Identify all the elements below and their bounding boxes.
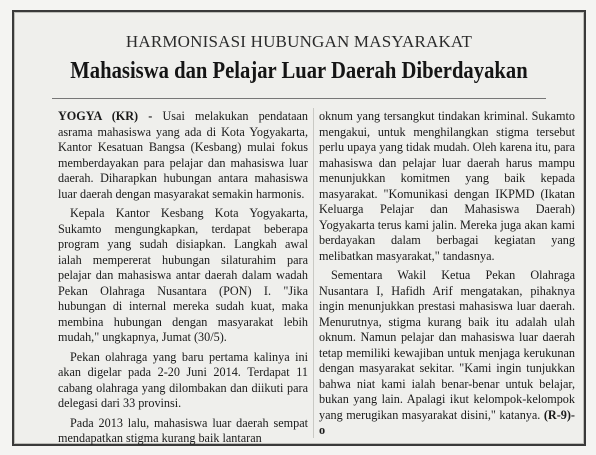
article-paragraph: oknum yang tersangkut tindakan kriminal. Sukamto mengakui, untuk menghilangkan stigma tersebut perlu upaya yang tidak mudah. Oleh karena itu, para mahasiswa dan pelajar luar daerah harus mampu menunjukkan komitmen yang baik kepada masyarakat. "Komunikasi dengan IKPMD (Ikatan Keluarga Pelajar dan Mahasiswa Daerah) Yogyakarta terus kami jalin. Mereka juga akan kami berdayakan dalam berbagai kegiatan yang melibatkan masyarakat," tandasnya.: [319, 109, 575, 263]
paragraph-text: Usai melakukan pendataan asrama mahasiswa yang ada di Kota Yogyakarta, Kantor Kesatuan Bangsa (Kesbang) mulai fokus memberdayakan para pelajar dan mahasiswa luar daerah. Diharapkan hubungan antara mahasiswa luar daerah dengan masyarakat semakin harmonis.: [58, 109, 308, 201]
author-signoff: (R-9)-o: [319, 407, 575, 437]
dateline: YOGYA (KR) -: [58, 109, 153, 123]
article-column-right: [319, 109, 575, 443]
article-paragraph: Kepala Kantor Kesbang Kota Yogyakarta, Sukamto mengungkapkan, terdapat beberapa program yang sudah disiapkan. Langkah awal ialah mempererat hubungan silaturahim para pelajar dan mahasiswa antar daerah dalam wadah Pekan Olahraga Nusantara (PON) I. "Jika hubungan di internal mereka sudah kuat, maka membina hubungan dengan masyarakat lebih mudah," ungkapnya, Jumat (30/5).: [58, 206, 308, 344]
article-paragraph: Pada 2013 lalu, mahasiswa luar daerah sempat mendapatkan stigma kurang baik lantaran: [58, 415, 308, 445]
article-paragraph: Pekan olahraga yang baru pertama kalinya ini akan digelar pada 2-20 Juni 2014. Terdapat 11 cabang olahraga yang dilombakan dan diikuti para delegasi dari 33 provinsi.: [58, 349, 308, 410]
newspaper-clipping: [12, 10, 586, 446]
article-paragraph: [319, 268, 575, 439]
article-column-left: [58, 109, 308, 451]
article-paragraph: [58, 109, 308, 202]
article-headline: Mahasiswa dan Pelajar Luar Daerah Diberdayakan: [70, 58, 528, 84]
article-kicker: HARMONISASI HUBUNGAN MASYARAKAT: [125, 32, 473, 51]
paragraph-text: Sementara Wakil Ketua Pekan Olahraga Nusantara I, Hafidh Arif mengatakan, pihaknya ingin menunjukkan prestasi mahasiswa luar daerah. Menurutnya, stigma kurang baik itu adalah ulah oknum. Namun pelajar dan mahasiswa luar daerah tetap memiliki kewajiban untuk menjaga kerukunan dengan masyarakat sekitar. "Kami ingin tunjukkan bahwa niat kami ialah benar-benar untuk belajar, bukan yang lain. Apalagi ikut kelompok-kelompok yang merugikan masyarakat disini," katanya.: [319, 268, 575, 422]
headline-divider: [52, 98, 546, 99]
column-divider: [313, 108, 314, 438]
